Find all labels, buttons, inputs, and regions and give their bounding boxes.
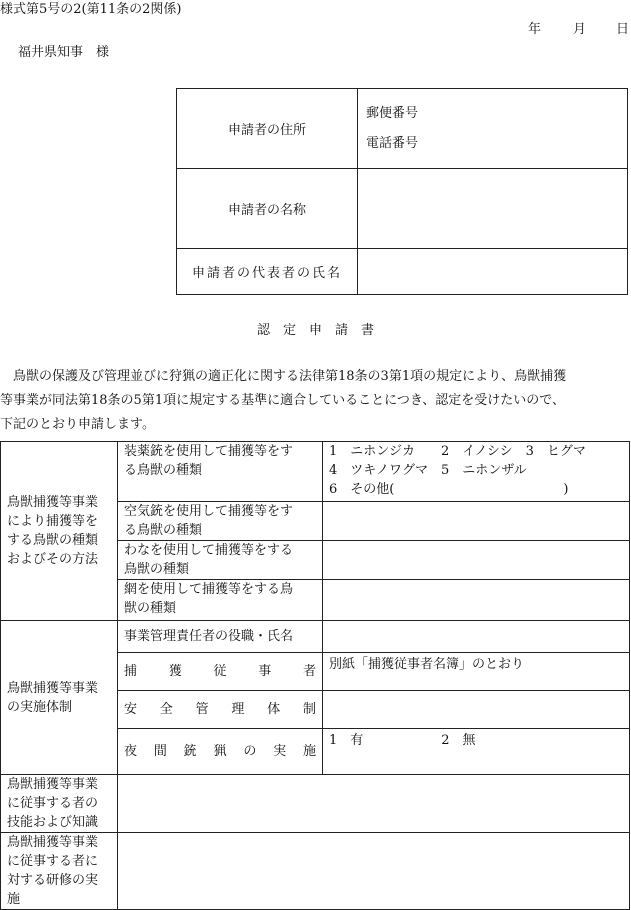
date-year: 年	[528, 22, 542, 37]
table-row	[1, 442, 630, 502]
gunpowder-label: 装薬銃を使用して捕獲等をす る鳥獣の種類	[118, 442, 323, 502]
net-value[interactable]	[323, 580, 630, 621]
representative-value[interactable]	[358, 249, 628, 295]
form-number: 様式第5号の2(第11条の2関係)	[0, 2, 182, 17]
postal-label: 郵便番号	[366, 106, 419, 121]
name-label: 申請者の名称	[177, 169, 358, 249]
section1-header: 鳥獣捕獲等事業 により捕獲等を する鳥獣の種類 およびその方法	[1, 442, 118, 621]
trap-value[interactable]	[323, 541, 630, 580]
section3-header: 鳥獣捕獲等事業 に従事する者の 技能および知識	[1, 775, 118, 833]
night-value[interactable]: 1 有 2 無	[323, 729, 630, 775]
representative-label: 申請者の代表者の氏名	[177, 249, 358, 295]
manager-value[interactable]	[323, 621, 630, 653]
date-month: 月	[573, 22, 587, 37]
addressee: 福井県知事 様	[18, 45, 110, 60]
applicant-table	[176, 88, 628, 295]
manager-label: 事業管理責任者の役職・氏名	[118, 621, 323, 653]
intro-line-3: 下記のとおり申請します。	[0, 417, 155, 432]
date-day: 日	[616, 22, 630, 37]
phone-label: 電話番号	[366, 136, 419, 151]
trap-label: わなを使用して捕獲等をする 鳥獣の種類	[118, 541, 323, 580]
table-row	[1, 775, 630, 833]
section2-header: 鳥獣捕獲等事業 の実施体制	[1, 621, 118, 775]
address-label: 申請者の住所	[177, 89, 358, 169]
safety-value[interactable]	[323, 691, 630, 729]
safety-label: 安 全 管 理 体 制	[118, 691, 323, 729]
airgun-label: 空気銃を使用して捕獲等をす る鳥獣の種類	[118, 502, 323, 541]
catcher-label: 捕 獲 従 事 者	[118, 653, 323, 691]
address-value[interactable]	[358, 89, 628, 169]
section4-header: 鳥獣捕獲等事業 に従事する者に 対する研修の実 施	[1, 833, 118, 910]
table-row	[1, 621, 630, 653]
intro-line-2: 等事業が同法第18条の5第1項に規定する基準に適合していることにつき、認定を受けたいので、	[0, 393, 566, 408]
application-table	[0, 441, 630, 910]
catcher-value[interactable]: 別紙「捕獲従事者名簿」のとおり	[323, 653, 630, 691]
name-value[interactable]	[358, 169, 628, 249]
document-title: 認 定 申 請 書	[256, 323, 374, 338]
section3-value[interactable]	[118, 775, 630, 833]
airgun-value[interactable]	[323, 502, 630, 541]
intro-line-1: 鳥獣の保護及び管理並びに狩猟の適正化に関する法律第18条の3第1項の規定により、鳥獣捕獲	[0, 369, 567, 384]
net-label: 網を使用して捕獲等をする鳥 獣の種類	[118, 580, 323, 621]
night-label: 夜 間 銃 猟 の 実 施	[118, 729, 323, 775]
gunpowder-value[interactable]: 1 ニホンジカ 2 イノシシ 3 ヒグマ 4 ツキノワグマ 5 ニホンザル 6 その他( )	[323, 442, 630, 502]
